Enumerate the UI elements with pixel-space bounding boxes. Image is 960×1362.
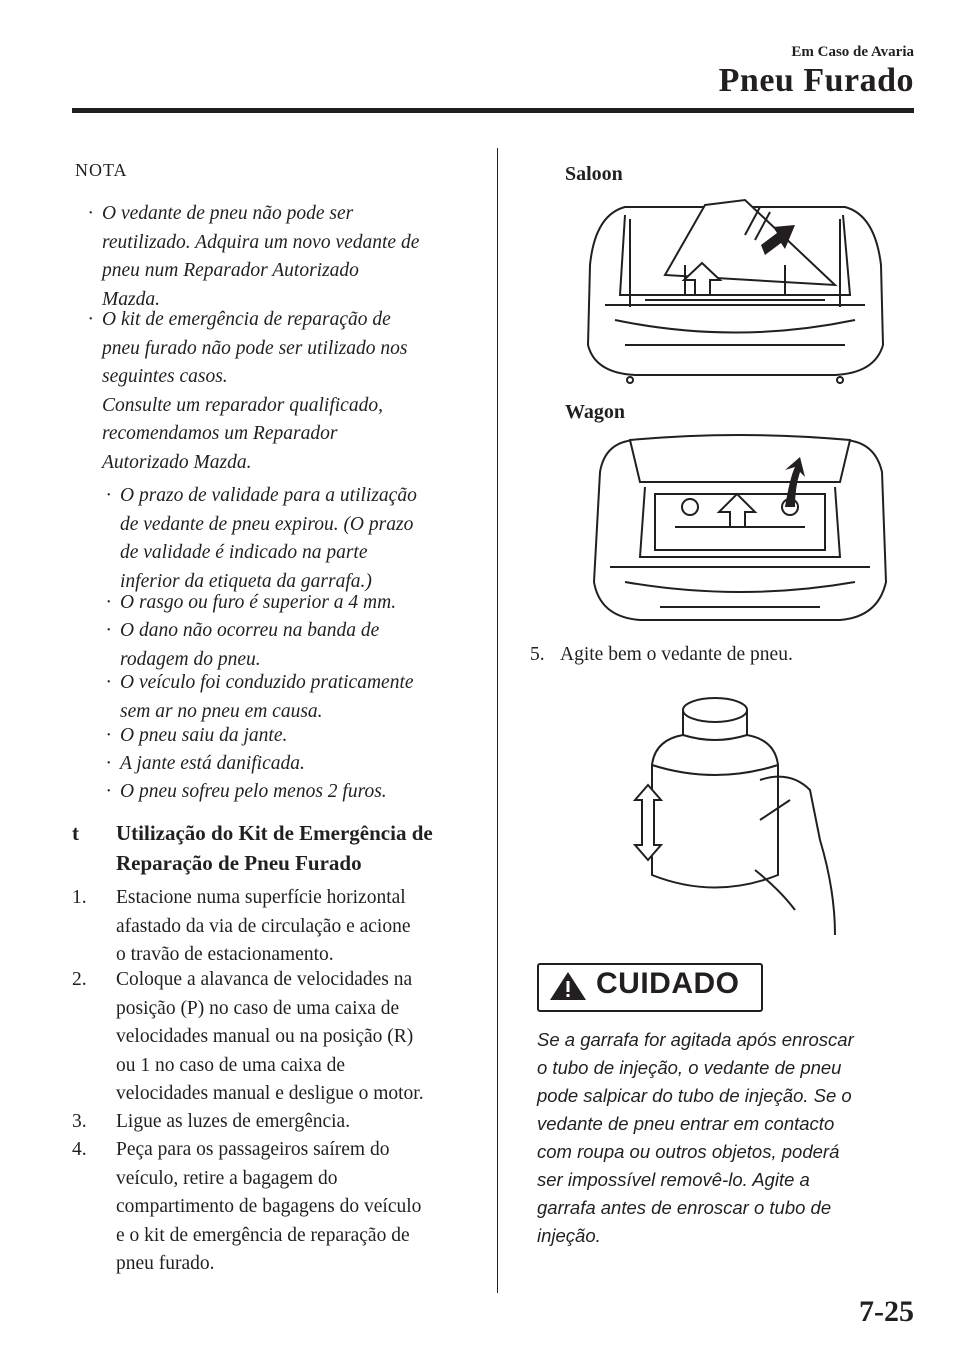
text-line: recomendamos um Reparador [102, 423, 338, 444]
text-line: Agite bem o vedante de pneu. [560, 644, 793, 665]
text-line: de vedante de pneu expirou. (O prazo [120, 513, 414, 535]
text-line: O pneu saiu da jante. [120, 725, 288, 746]
text-line: velocidades manual e desligue o motor. [116, 1083, 424, 1104]
text-line: O prazo de validade para a utilização [120, 485, 417, 506]
text-line: O kit de emergência de reparação de [102, 309, 391, 330]
wagon-trunk-illustration [590, 432, 890, 627]
text-line: Consulte um reparador qualificado, [102, 394, 383, 416]
page-number: 7-25 [859, 1295, 914, 1328]
text-line: Se a garrafa for agitada após enroscar [537, 1029, 854, 1050]
text-line: compartimento de bagagens do veículo [116, 1196, 422, 1217]
section-title-line: Utilização do Kit de Emergência de [116, 821, 433, 845]
text-line: ou 1 no caso de uma caixa de [116, 1054, 346, 1076]
step-4 [72, 1136, 492, 1279]
saloon-label: Saloon [565, 163, 623, 185]
text-line: injeção. [537, 1225, 601, 1246]
text-line: pneu furado. [116, 1253, 215, 1274]
text-line: seguintes casos. [102, 366, 228, 387]
text-line: Autorizado Mazda. [102, 451, 252, 473]
column-divider [497, 148, 498, 1293]
lift-arrow [719, 494, 755, 527]
caution-label: CUIDADO [596, 967, 740, 1000]
text-line: posição (P) no caso de uma caixa de [116, 997, 400, 1019]
text-line: afastado da via de circulação e acione [116, 915, 411, 937]
note-sub-bullet-7: · O pneu sofreu pelo menos 2 furos. [120, 778, 480, 807]
note-sub-bullet-4: · O veículo foi conduzido praticamente sem ar no pneu em causa. [120, 669, 480, 726]
step-1 [72, 884, 492, 970]
text-line: Coloque a alavanca de velocidades na [116, 969, 413, 990]
text-line: pode salpicar do tubo de injeção. Se o [537, 1085, 852, 1106]
text-line: de validade é indicado na parte [120, 542, 368, 563]
saloon-trunk-illustration [585, 195, 885, 385]
shake-bottle-illustration [620, 690, 840, 940]
shake-arrow-icon [635, 785, 661, 860]
step-number: 3. [72, 1111, 87, 1132]
text-line: O vedante de pneu não pode ser [102, 203, 354, 224]
text-line: pneu num Reparador Autorizado [102, 260, 359, 281]
step-5 [530, 641, 930, 670]
text-line: garrafa antes de enroscar o tubo de [537, 1197, 832, 1218]
text-line: velocidades manual ou na posição (R) [116, 1026, 414, 1047]
text-line: com roupa ou outros objetos, poderá [537, 1141, 840, 1162]
section-title-line: Reparação de Pneu Furado [116, 851, 362, 875]
text-line: O pneu sofreu pelo menos 2 furos. [120, 781, 387, 802]
text-line: veículo, retire a bagagem do [116, 1167, 338, 1189]
text-line: Estacione numa superfície horizontal [116, 887, 406, 908]
text-line: sem ar no pneu em causa. [120, 700, 323, 722]
page-title: Pneu Furado [718, 62, 914, 99]
section-marker: t [72, 821, 79, 845]
note-sub-bullet-3: · O dano não ocorreu na banda de rodagem do pneu. [120, 617, 480, 674]
step-number: 2. [72, 969, 87, 990]
text-line: rodagem do pneu. [120, 648, 261, 670]
text-line: inferior da etiqueta da garrafa.) [120, 570, 372, 592]
note-sub-bullet-5: · O pneu saiu da jante. [120, 722, 480, 751]
section-heading [72, 818, 492, 878]
text-line: vedante de pneu entrar em contacto [537, 1113, 835, 1134]
step-2 [72, 966, 492, 1109]
text-line: Mazda. [102, 288, 160, 310]
text-line: e o kit de emergência de reparação de [116, 1224, 410, 1246]
text-line: pneu furado não pode ser utilizado nos [102, 337, 408, 359]
header-rule [72, 108, 914, 113]
note-sub-bullet-6: · A jante está danificada. [120, 750, 480, 779]
note-bullet-1: · O vedante de pneu não pode ser reutilizado. Adquira um novo vedante de pneu num Reparador Autorizado Mazda. [102, 200, 482, 314]
note-sub-bullet-2: · O rasgo ou furo é superior a 4 mm. [120, 589, 480, 618]
caution-body [537, 1026, 927, 1250]
header-section-title: Em Caso de Avaria [791, 44, 914, 60]
text-line: o tubo de injeção, o vedante de pneu [537, 1057, 842, 1078]
step-number: 4. [72, 1139, 87, 1160]
text-line: O dano não ocorreu na banda de [120, 620, 380, 641]
step-number: 5. [530, 644, 545, 665]
text-line: Ligue as luzes de emergência. [116, 1111, 351, 1132]
text-line: O rasgo ou furo é superior a 4 mm. [120, 592, 397, 613]
step-number: 1. [72, 887, 87, 908]
note-title: NOTA [75, 160, 128, 180]
warning-icon [548, 970, 588, 1002]
text-line: ser impossível removê-lo. Agite a [537, 1169, 810, 1190]
step-3 [72, 1108, 492, 1137]
text-line: o travão de estacionamento. [116, 944, 334, 965]
text-line: Peça para os passageiros saírem do [116, 1139, 390, 1160]
text-line: O veículo foi conduzido praticamente [120, 672, 414, 693]
note-sub-bullet-1: · O prazo de validade para a utilização de vedante de pneu expirou. (O prazo de validade é indicado na parte inferior da etiqueta da garrafa.) [120, 482, 480, 596]
text-line: reutilizado. Adquira um novo vedante de [102, 231, 420, 253]
text-line: A jante está danificada. [120, 753, 305, 774]
wagon-label: Wagon [565, 401, 626, 423]
note-bullet-2: · O kit de emergência de reparação de pneu furado não pode ser utilizado nos seguintes casos. Consulte um reparador qualificado, recomendamos um Reparador Autorizado Mazda. [102, 306, 482, 477]
